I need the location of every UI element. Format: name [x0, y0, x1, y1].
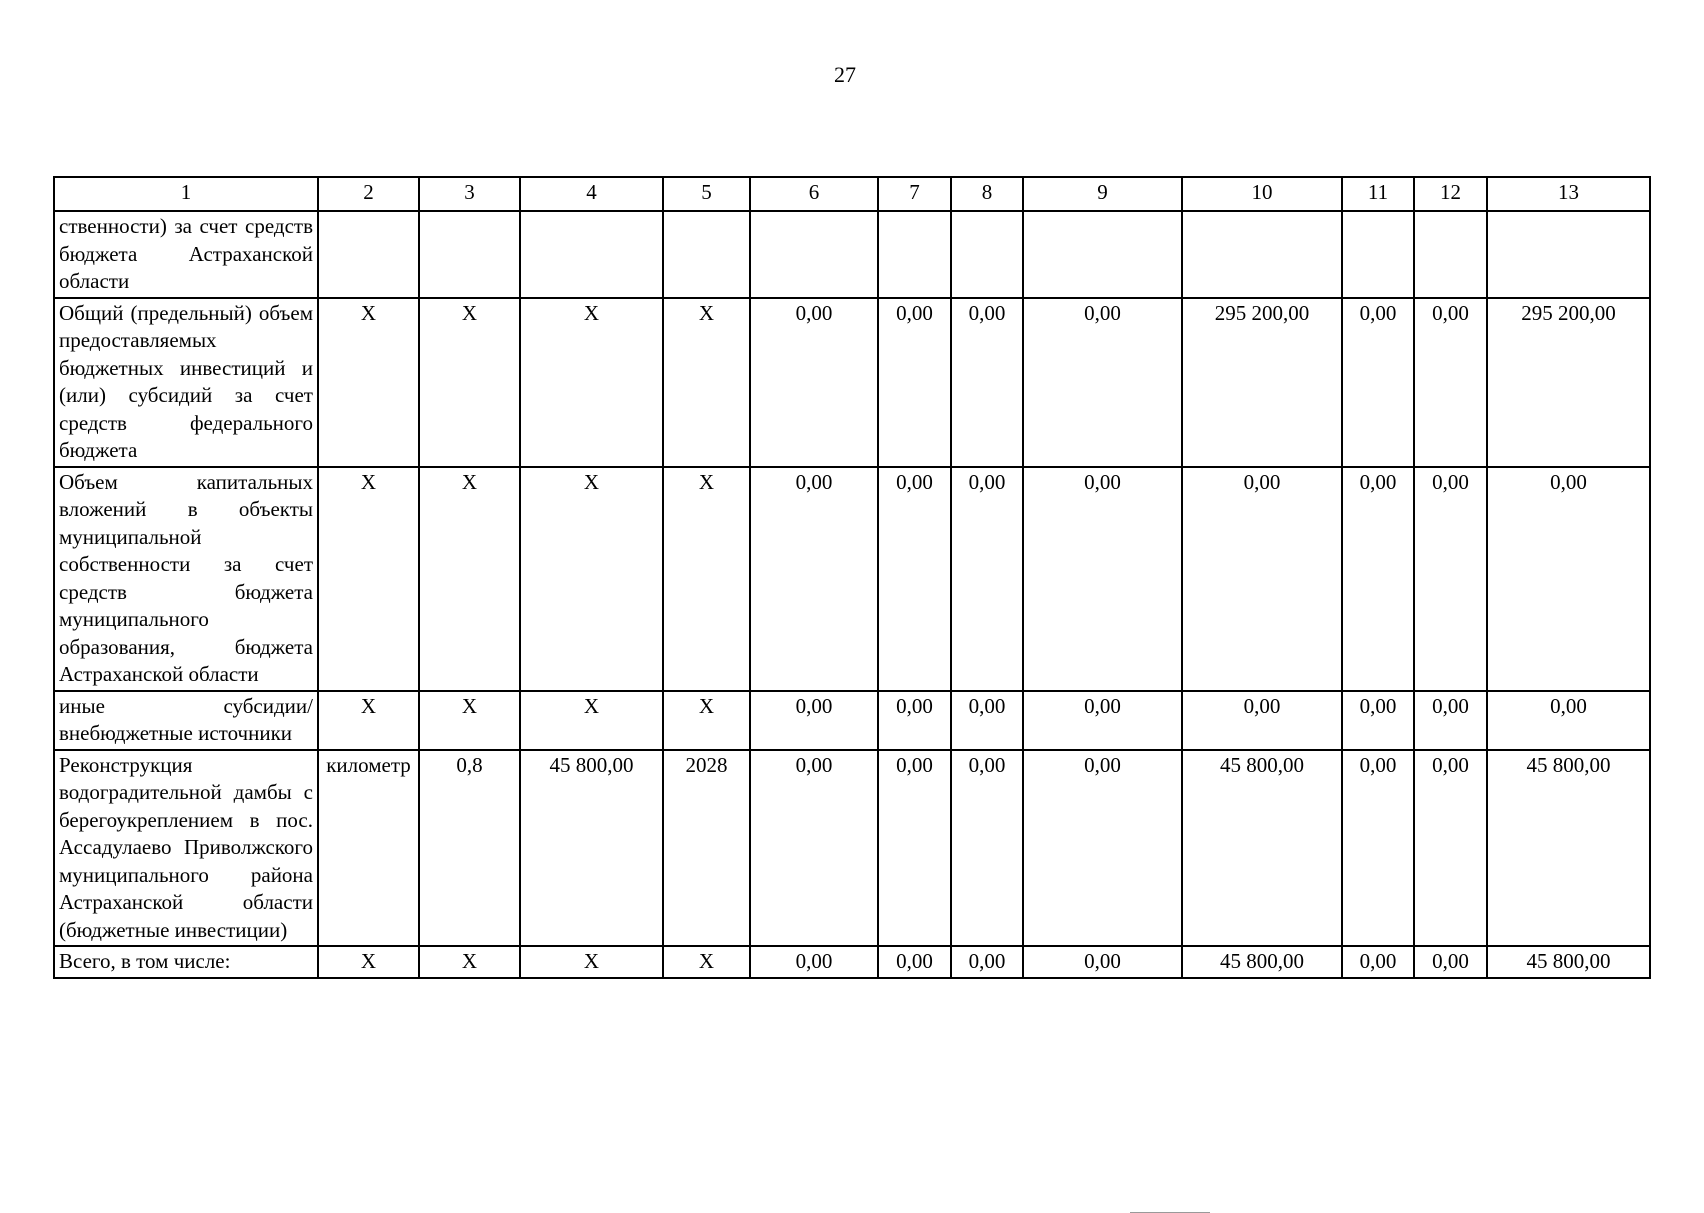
table-cell: 0,00	[1342, 750, 1414, 947]
column-number-row	[54, 177, 1650, 211]
table-cell: 0,00	[1414, 946, 1487, 978]
column-number: 11	[1342, 177, 1414, 211]
table-cell: X	[419, 298, 520, 467]
column-number: 3	[419, 177, 520, 211]
table-cell: 0,00	[1023, 691, 1182, 750]
table-cell: 45 800,00	[520, 750, 663, 947]
table-cell: 295 200,00	[1487, 298, 1650, 467]
table-row	[54, 211, 1650, 298]
page-number: 27	[834, 62, 856, 87]
table-cell: X	[520, 298, 663, 467]
table-cell: 0,00	[878, 691, 951, 750]
column-number: 8	[951, 177, 1023, 211]
column-number: 4	[520, 177, 663, 211]
table-cell	[951, 211, 1023, 298]
table-cell: 45 800,00	[1182, 946, 1342, 978]
table-cell	[1487, 211, 1650, 298]
table-cell: 0,00	[951, 298, 1023, 467]
table-cell: 0,00	[878, 750, 951, 947]
table-cell: 0,00	[1342, 946, 1414, 978]
table-cell: 0,00	[1342, 691, 1414, 750]
table-cell: 0,00	[750, 298, 878, 467]
table-cell: 0,00	[750, 467, 878, 691]
table-cell: 45 800,00	[1182, 750, 1342, 947]
table-cell	[1182, 211, 1342, 298]
table-cell: 0,00	[1487, 691, 1650, 750]
table-cell: 0,00	[1342, 298, 1414, 467]
table-cell: 0,00	[1414, 691, 1487, 750]
row-description: Общий (предельный) объем предоставляемых бюджетных инвестиций и (или) субсидий за счет средств федерального бюджета	[54, 298, 318, 467]
table-cell: 0,00	[1487, 467, 1650, 691]
table-cell: 0,00	[951, 946, 1023, 978]
column-number: 13	[1487, 177, 1650, 211]
row-description: Реконструкция водоградительной дамбы с берегоукреплением в пос. Ассадулаево Приволжского муниципального района Астраханской области (бюджетные инвестиции)	[54, 750, 318, 947]
table-cell: 0,00	[750, 750, 878, 947]
table-cell: X	[663, 467, 750, 691]
table-cell	[750, 211, 878, 298]
table-cell: X	[520, 467, 663, 691]
table-row	[54, 946, 1650, 978]
row-description: Объем капитальных вложений в объекты муниципальной собственности за счет средств бюджета муниципального образования, бюджета Астраханской области	[54, 467, 318, 691]
table-cell: 295 200,00	[1182, 298, 1342, 467]
table-cell: километр	[318, 750, 419, 947]
table-cell	[419, 211, 520, 298]
table-cell: 0,00	[1182, 691, 1342, 750]
table-cell: X	[663, 298, 750, 467]
table-cell: X	[419, 691, 520, 750]
column-number: 6	[750, 177, 878, 211]
column-number: 2	[318, 177, 419, 211]
table-cell: X	[663, 691, 750, 750]
budget-table	[53, 176, 1651, 979]
column-number: 9	[1023, 177, 1182, 211]
column-number: 7	[878, 177, 951, 211]
table-cell: 0,00	[951, 691, 1023, 750]
column-number: 10	[1182, 177, 1342, 211]
table-cell: 0,00	[1182, 467, 1342, 691]
table-cell: 2028	[663, 750, 750, 947]
table-cell: X	[520, 946, 663, 978]
table-row	[54, 467, 1650, 691]
table-cell: X	[318, 946, 419, 978]
table-cell: 0,00	[1342, 467, 1414, 691]
table-cell: 0,00	[951, 467, 1023, 691]
column-number: 1	[54, 177, 318, 211]
table-cell: X	[419, 946, 520, 978]
table-cell: 0,00	[1023, 298, 1182, 467]
table-cell: X	[663, 946, 750, 978]
table-cell: X	[419, 467, 520, 691]
table-cell: 0,00	[878, 946, 951, 978]
table-cell: 0,00	[1414, 750, 1487, 947]
column-number: 12	[1414, 177, 1487, 211]
table-cell: X	[318, 298, 419, 467]
table-cell: 0,00	[1023, 946, 1182, 978]
row-description: иные субсидии/ внебюджетные источники	[54, 691, 318, 750]
table-cell: 0,00	[1414, 298, 1487, 467]
table-cell: 0,00	[951, 750, 1023, 947]
table-cell: X	[520, 691, 663, 750]
table-cell: 45 800,00	[1487, 946, 1650, 978]
table-cell	[663, 211, 750, 298]
table-cell	[1414, 211, 1487, 298]
table-cell: X	[318, 691, 419, 750]
table-row	[54, 298, 1650, 467]
table-cell: 0,00	[750, 946, 878, 978]
table-cell: X	[318, 467, 419, 691]
table-cell: 0,8	[419, 750, 520, 947]
table-cell: 0,00	[878, 298, 951, 467]
table-cell	[1023, 211, 1182, 298]
table-cell	[1342, 211, 1414, 298]
row-description: Всего, в том числе:	[54, 946, 318, 978]
table-cell: 0,00	[750, 691, 878, 750]
column-number: 5	[663, 177, 750, 211]
table-cell	[318, 211, 419, 298]
table-cell: 45 800,00	[1487, 750, 1650, 947]
table-row	[54, 750, 1650, 947]
row-description: ственности) за счет средств бюджета Астраханской области	[54, 211, 318, 298]
table-cell: 0,00	[1023, 750, 1182, 947]
table-cell	[520, 211, 663, 298]
table-cell: 0,00	[1023, 467, 1182, 691]
table-row	[54, 691, 1650, 750]
table-cell	[878, 211, 951, 298]
table-cell: 0,00	[1414, 467, 1487, 691]
table-cell: 0,00	[878, 467, 951, 691]
